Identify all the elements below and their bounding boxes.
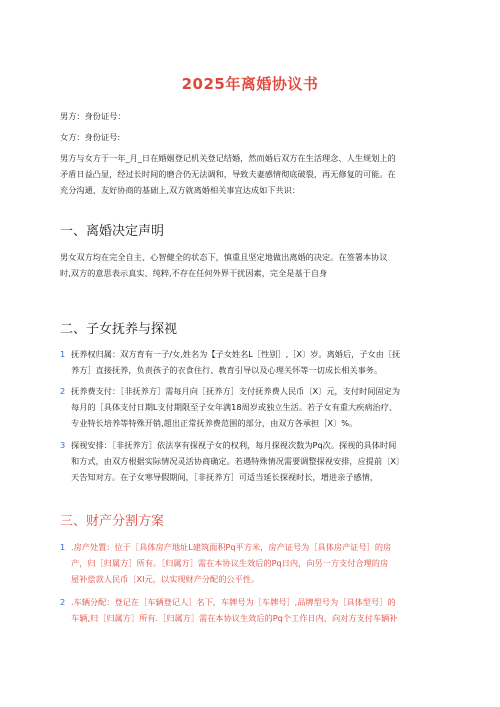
item-number: 2 (60, 597, 66, 607)
section2-item (60, 437, 450, 485)
item-line: 专业特长培养等特殊开销,超出正常抚养费范围的部分，由双方各承担［X〕%。 (71, 418, 358, 428)
section2-item (60, 383, 450, 431)
section1-line: 时,双方的意思表示真实、纯粹,不存在任何外界干扰因素，完全是基于自身 (60, 268, 328, 278)
section3-item (60, 539, 450, 587)
section3-heading: 三、财产分割方案 (60, 514, 165, 529)
item-line: .车辆分配：登记在［车辆登记人］名下，车牌号为［车牌号］,品牌型号为［具体型号］的 (71, 597, 396, 607)
item-number: 1 (60, 349, 66, 359)
item-line: 和方式，由双方根据实际情况灵活协商确定。若遇特殊情况需要调整探视安排，应提前〔X〕 (71, 456, 405, 466)
male-id-line: 男方：身份证号： (60, 111, 126, 121)
item-line: 抚养权归属：双方育有一子/女,姓名为【子女姓名L［性别］,［X〕岁。离婚后，子女由［抚 (71, 349, 401, 359)
item-line: 每月的［具体支付日期L支付期限至子女年满18周岁或独立生活。若子女有重大疾病治疗、 (71, 402, 398, 412)
intro-paragraph (60, 150, 446, 198)
item-line: 探视安排：［非抚养方］依法享有探视子女的权利，每月探视次数为Pq次。探视的具体时间 (71, 440, 397, 450)
section2-heading: 二、子女抚养与探视 (60, 322, 178, 337)
item-number: 1 (60, 542, 66, 552)
section1-paragraph (60, 249, 446, 281)
item-line: 屋补偿款人民币〔XI元，以实现财产分配的公平性。 (71, 574, 260, 584)
section2-item (60, 346, 450, 378)
item-line: 车辆,归［归属方］所有.［归属方］需在本协议生效后的Pq个工作日内，向对方支付车辆补 (71, 613, 398, 623)
item-line: 产，归［归属方］所有。［归属方］需在本协议生效后的Pq日内，向另一方支付合理的房 (71, 558, 389, 568)
section3-item (60, 594, 450, 626)
female-id-line: 女方：身份证号: (60, 132, 121, 142)
item-number: 2 (60, 386, 66, 396)
intro-line: 充分沟通、友好协商的基础上,双方就离婚相关事宜达成如下共识： (60, 185, 301, 195)
item-line: 天告知对方。在子女寒导假期间，［非抚养方］可适当延长探视时长，增进亲子感情， (71, 472, 379, 482)
document-title: 2025年离婚协议书 (181, 75, 319, 93)
item-line: 抚养费支付：［非抚养方］需每月向［抚养方］支付抚养费人民币〔X〕元，支付时间固定为 (71, 386, 401, 396)
item-number: 3 (60, 440, 66, 450)
item-line: 养方］直接抚养，负责孩子的衣食住行、教育引导以及心理关怀等一切成长相关事务。 (71, 365, 383, 375)
intro-line: 矛盾日益凸显，经过长时间的磨合仍无法调和，导致夫妻感情彻底破裂，再无修复的可能。在 (60, 169, 396, 179)
item-line: .房产处置：位于［具体房产地址L建筑面积Pq平方米，房产证号为［具体房产证号］的房 (71, 542, 392, 552)
section1-line: 男女双方均在完全自主、心智健全的状态下，慎重且坚定地做出离婚的决定。在签署本协议 (60, 252, 388, 262)
intro-line: 男方与女方于一年_月_日在婚姻登记机关登记结婚，然而婚后双方在生活理念、人生规划上的 (60, 153, 396, 163)
section1-heading: 一、离婚决定声明 (60, 224, 165, 239)
